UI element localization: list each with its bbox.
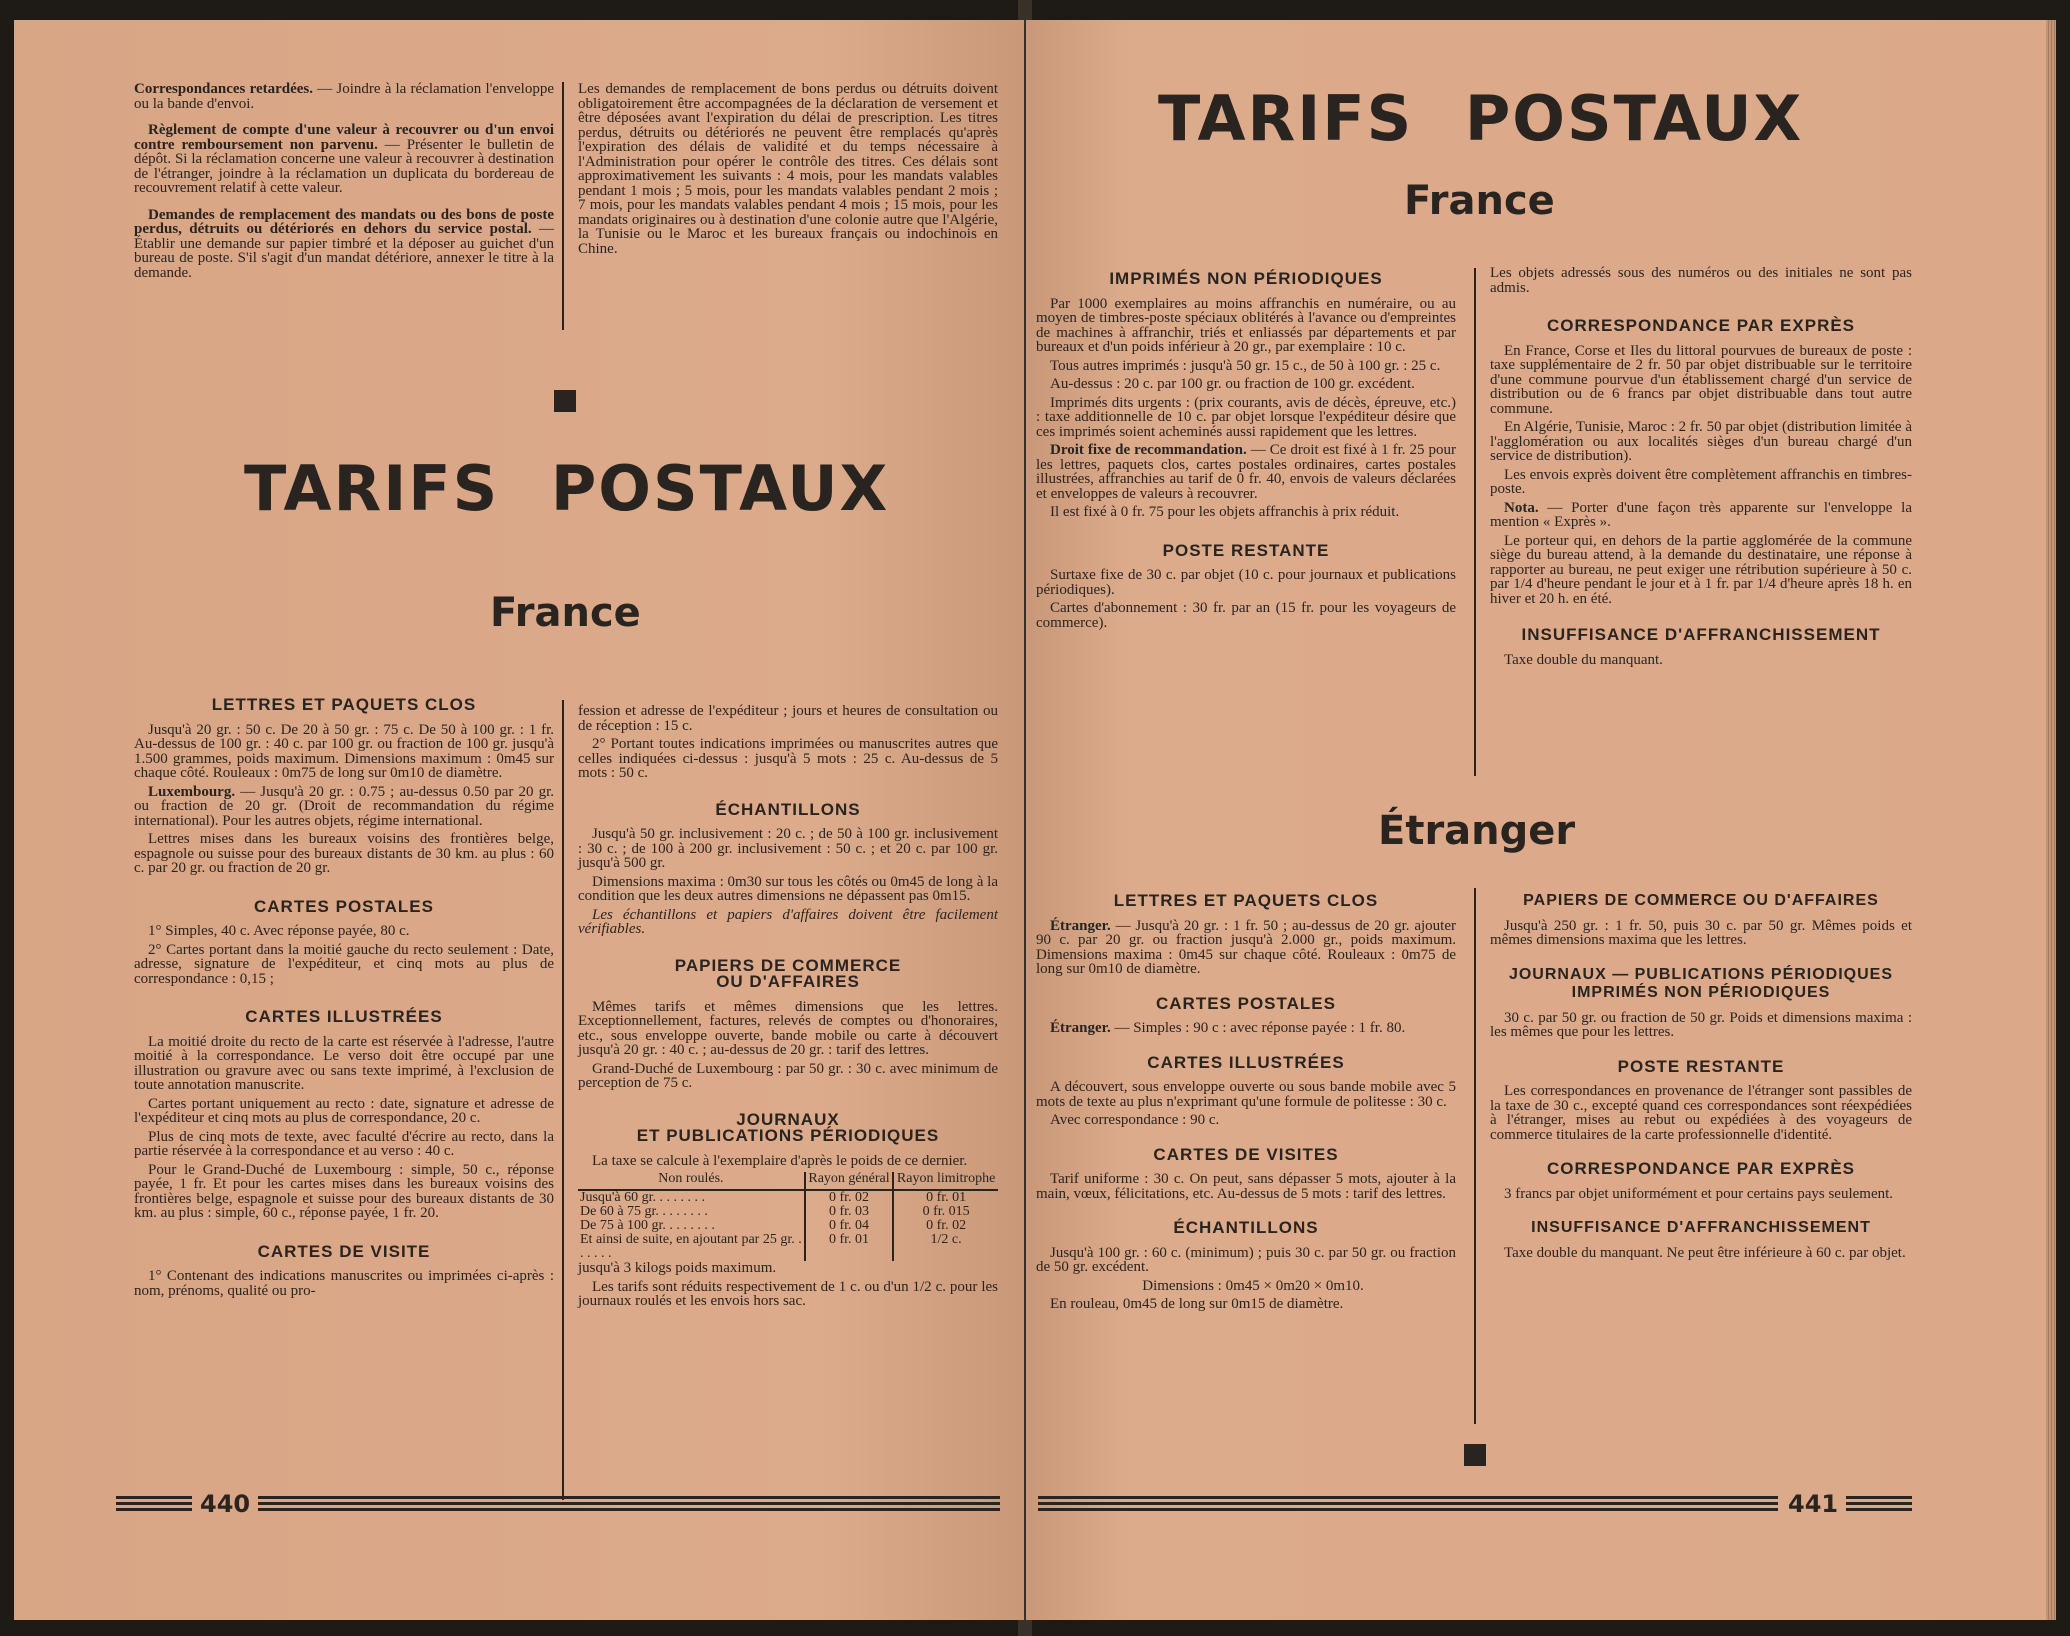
rates-table <box>578 1172 998 1261</box>
footer-rule <box>258 1496 1000 1512</box>
paragraph: A découvert, sous enveloppe ouverte ou sous bande mobile avec 5 mots de texte au plus n'exprimant qu'une formule de politesse : 30 c. <box>1036 1079 1456 1110</box>
section-heading: OU D'AFFAIRES <box>716 972 860 991</box>
paragraph: Imprimés dits urgents : (prix courants, avis de décès, épreuve, etc.) : taxe additionnelle de 10 c. par objet lorsque l'expéditeur désire que ces imprimés soient acheminés aussi rapidement que les lettres. <box>1036 394 1456 440</box>
section-heading: ÉCHANTILLONS <box>715 799 861 819</box>
column-divider <box>562 82 564 330</box>
paragraph: Par 1000 exemplaires au moins affranchis en numéraire, ou au moyen de timbres-poste spéciaux oblitérés à l'avance ou d'empreintes de machines à affranchir, triés et enliassés par départements et par bureaux et d'un poids inférieur à 20 gr., par exemplaire : 10 c. <box>1036 295 1456 355</box>
paragraph: Taxe double du manquant. Ne peut être inférieure à 60 c. par objet. <box>1504 1244 1906 1261</box>
paragraph: La taxe se calcule à l'exemplaire d'après le poids de ce dernier. <box>592 1152 968 1169</box>
paragraph: Jusqu'à 100 gr. : 60 c. (minimum) ; puis 30 c. par 50 gr. ou fraction de 50 gr. excédent. <box>1036 1244 1456 1275</box>
right-col3: LETTRES ET PAQUETS CLOS Étranger. — Jusqu'à 20 gr. : 1 fr. 50 ; au-dessus de 20 gr. ajouter 90 c. par 20 gr. ou fraction jusqu'à 2.000 gr., poids maximum. Dimensions maxima : 0m45 sur chaque côté. Rouleaux : 0m75 de long sur 0m10 de diamètre. CARTES POSTALES Étranger. — Simples : 90 c : avec réponse payée : 1 fr. 80. CARTES ILLUSTRÉES A découvert, sous enveloppe ouverte ou sous bande mobile avec 5 mots de texte au plus n'exprimant qu'une formule de politesse : 30 c. Avec correspondance : 90 c. CARTES DE VISITES Tarif uniforme : 30 c. On peut, sans dépasser 5 mots, ajouter à la main, vœux, félicitations, etc. Au-dessus de 5 mots : tarif des lettres. ÉCHANTILLONS Jusqu'à 100 gr. : 60 c. (minimum) ; puis 30 c. par 50 gr. ou fraction de 50 gr. excédent. Dimensions : 0m45 × 0m20 × 0m10. En rouleau, 0m45 de long sur 0m15 de diamètre. <box>1036 891 1456 1312</box>
paragraph: Taxe double du manquant. <box>1504 651 1663 668</box>
column-divider <box>562 700 564 1500</box>
paragraph: Lettres mises dans les bureaux voisins des frontières belge, espagnole ou suisse pour des bureaux distants de 30 km. au plus : 60 c. par 20 gr. ou fraction de 20 gr. <box>134 831 554 876</box>
page-title: TARIFS POSTAUX <box>1158 82 1804 155</box>
table-row: Jusqu'à 60 gr. . . . . . . . 0 fr. 02 0 fr. 01 <box>578 1190 998 1205</box>
table-header-cell: Rayon général <box>805 1172 893 1190</box>
section-heading: PAPIERS DE COMMERCE <box>674 955 902 975</box>
paragraph: La moitié droite du recto de la carte est réservée à l'adresse, l'autre moitié à la correspondance. Le verso doit être occupé par une illustration ou gravure avec ou sans texte imprimé, à l'exclusion de toute annotation manuscrite. <box>134 1033 554 1093</box>
left-page <box>14 20 1024 1620</box>
paragraph: Il est fixé à 0 fr. 75 pour les objets affranchis à prix réduit. <box>1050 504 1400 520</box>
page-title: TARIFS POSTAUX <box>244 452 890 525</box>
section-heading: CARTES POSTALES <box>254 896 434 916</box>
left-col1: LETTRES ET PAQUETS CLOS Jusqu'à 20 gr. : 50 c. De 20 à 50 gr. : 75 c. De 50 à 100 gr. : 1 fr. Au-dessus de 100 gr. : 40 c. par 100 gr. ou fraction de 100 gr. jusqu'à 1.500 grammes, poids maximum. Dimensions maximum : 0m45 sur chaque côté. Rouleaux : 0m75 de long sur 0m10 de diamètre. Luxembourg. — Jusqu'à 20 gr. : 0.75 ; au-dessus 0.50 par 20 gr. ou fraction de 20 gr. (Droit de recommandation du régime international). Pour les autres objets, régime international. Lettres mises dans les bureaux voisins des frontières belge, espagnole ou suisse pour des bureaux distants de 30 km. au plus : 60 c. par 20 gr. ou fraction de 20 gr. CARTES POSTALES 1° Simples, 40 c. Avec réponse payée, 80 c. 2° Cartes portant dans la moitié gauche du recto seulement : Date, adresse, signature de l'expéditeur, et cinq mots au plus de correspondance : 0,15 ; CARTES ILLUSTRÉES La moitié droite du recto de la carte est réservée à l'adresse, l'autre moitié à la correspondance. Le verso doit être occupé par une illustration ou gravure avec ou sans texte imprimé, à l'exclusion de toute annotation manuscrite. Cartes portant uniquement au recto : date, signature et adresse de l'expéditeur et cinq mots au plus de correspondance, 20 c. Plus de cinq mots de texte, avec faculté d'écrire au recto, dans la partie réservée à la correspondance et au verso : 40 c. Pour le Grand-Duché de Luxembourg : simple, 50 c., réponse payée, 1 fr. Et pour les cartes mises dans les bureaux voisins des frontières belge, espagnole et suisse pour des bureaux distants de 30 km. au plus : simple, 60 c., réponse payée, 1 fr. 20. CARTES DE VISITE 1° Contenant des indications manuscrites ou imprimées ci-après : nom, prénoms, qualité ou pro- <box>134 695 554 1299</box>
ornament-square <box>554 390 576 412</box>
footer-rule <box>1038 1496 1778 1512</box>
paragraph: Les échantillons et papiers d'affaires doivent être facilement vérifiables. <box>578 906 998 937</box>
section-heading: INSUFFISANCE D'AFFRANCHISSEMENT <box>1521 625 1881 644</box>
paragraph: Plus de cinq mots de texte, avec faculté d'écrire au recto, dans la partie réservée à la correspondance et au verso : 40 c. <box>134 1128 554 1159</box>
section-heading: CORRESPONDANCE PAR EXPRÈS <box>1546 316 1856 335</box>
paragraph: Dimensions : 0m45 × 0m20 × 0m10. <box>1142 1277 1364 1294</box>
column-divider <box>1474 888 1476 1424</box>
paragraph: En France, Corse et Iles du littoral pourvues de bureaux de poste : taxe supplémentaire de 2 fr. 50 par objet distribuable sur le territoire d'une commune pourvue d'un établissement chargé d'un service de distribution ou de 6 francs par objet distribuable dans tout autre commune. <box>1490 342 1912 417</box>
left-col2 <box>578 704 998 1313</box>
section-heading: POSTE RESTANTE <box>1617 1056 1785 1076</box>
right-col2: Les objets adressés sous des numéros ou des initiales ne sont pas admis. CORRESPONDANCE PAR EXPRÈS En France, Corse et Iles du littoral pourvues de bureaux de poste : taxe supplémentaire de 2 fr. 50 par objet distribuable sur le territoire d'une commune pourvue d'un établissement chargé d'un service de distribution ou de 6 francs par objet distribuable dans tout autre commune. En Algérie, Tunisie, Maroc : 2 fr. 50 par objet (distribution limitée à l'agglomération ou aux localités sièges d'un bureau chargé d'un service de distribution). Les envois exprès doivent être complètement affranchis en timbres-poste. Nota. — Porter d'une façon très apparente sur l'enveloppe la mention « Exprès ». Le porteur qui, en dehors de la partie agglomérée de la commune siège du bureau attend, à la demande du destinataire, une réponse à rapporter au bureau, ne peut exiger une rétribution supérieure à 50 c. par 1/4 d'heure pendant le jour et à 1 fr. par 1/4 d'heure après 18 h. en hiver et 20 h. en été. INSUFFISANCE D'AFFRANCHISSEMENT Taxe double du manquant. <box>1490 265 1912 668</box>
page-edge <box>2046 20 2056 1620</box>
paragraph: Le porteur qui, en dehors de la partie agglomérée de la commune siège du bureau attend, à la demande du destinataire, une réponse à rapporter au bureau, ne peut exiger une rétribution supérieure à 50 c. par 1/4 d'heure pendant le jour et à 1 fr. par 1/4 d'heure après 18 h. en hiver et 20 h. en été. <box>1490 532 1912 607</box>
section-heading: LETTRES ET PAQUETS CLOS <box>211 695 477 714</box>
right-page <box>1026 20 2050 1620</box>
paragraph: 1° Contenant des indications manuscrites ou imprimées ci-après : nom, prénoms, qualité ou pro- <box>134 1268 554 1299</box>
section-heading: POSTE RESTANTE <box>1162 540 1330 560</box>
paragraph: fession et adresse de l'expéditeur ; jours et heures de consultation ou de réception : 15 c. <box>578 703 998 734</box>
paragraph: Jusqu'à 50 gr. inclusivement : 20 c. ; de 50 à 100 gr. inclusivement : 30 c. ; de 100 à 200 gr. inclusivement : 50 c. ; et 20 c. par 100 gr. jusqu'à 500 gr. <box>578 826 998 871</box>
section-heading: CORRESPONDANCE PAR EXPRÈS <box>1546 1159 1856 1178</box>
paragraph: En Algérie, Tunisie, Maroc : 2 fr. 50 par objet (distribution limitée à l'agglomération ou aux localités sièges d'un bureau chargé d'un service de distribution). <box>1490 419 1912 464</box>
section-heading: ÉCHANTILLONS <box>1173 1218 1319 1237</box>
section-title-france: France <box>490 590 641 636</box>
section-heading: IMPRIMÉS NON PÉRIODIQUES <box>1571 984 1831 1001</box>
section-heading: CARTES DE VISITE <box>257 1241 431 1261</box>
table-row: Et ainsi de suite, en ajoutant par 25 gr. . . . . . . 0 fr. 01 1/2 c. <box>578 1233 998 1261</box>
paragraph: Tous autres imprimés : jusqu'à 50 gr. 15 c., de 50 à 100 gr. : 25 c. <box>1050 357 1441 374</box>
left-top-col1 <box>134 82 554 284</box>
section-heading: CARTES POSTALES <box>1156 993 1336 1013</box>
section-title-etranger: Étranger <box>1378 808 1576 854</box>
paragraph: 1° Simples, 40 c. Avec réponse payée, 80 c. <box>148 923 410 939</box>
paragraph: Mêmes tarifs et mêmes dimensions que les lettres. Exceptionnellement, factures, relevés de comptes ou d'honoraires, etc., sous enveloppe ouverte, bande mobile ou carte à découvert jusqu'à 20 gr. : 40 c. ; au-dessus de 20 gr. : tarif des lettres. <box>578 998 998 1058</box>
left-top-col2 <box>578 82 998 260</box>
table-header-row <box>578 1172 998 1190</box>
paragraph: 30 c. par 50 gr. ou fraction de 50 gr. Poids et dimensions maxima : les mêmes que pour les lettres. <box>1490 1009 1912 1040</box>
footer-rule <box>1846 1496 1912 1512</box>
paragraph: Les correspondances en provenance de l'étranger sont passibles de la taxe de 30 c., excepté quand ces correspondances sont réexpédiées à l'étranger, mises au rebut ou expédiées à des voyageurs de commerce titulaires de la carte professionnelle d'identité. <box>1490 1083 1912 1143</box>
paragraph: Tarif uniforme : 30 c. On peut, sans dépasser 5 mots, ajouter à la main, vœux, félicitations, etc. Au-dessus de 5 mots : tarif des lettres. <box>1036 1171 1456 1202</box>
paragraph: Les demandes de remplacement de bons perdus ou détruits doivent obligatoirement être accompagnées de la déclaration de versement et être déposées avant l'expiration du délai de prescription. Les titres perdus, détruits ou détériorés ne peuvent être remplacés qu'après l'expiration des délais de validité et du temps nécessaire à l'Administration pour opérer le contrôle des titres. Ces délais sont approximativement les suivants : 4 mois, pour les mandats valables pendant 1 mois ; 5 mois, pour les mandats valables pendant 2 mois ; 7 mois, pour les mandats valables pendant 4 mois ; 15 mois, pour les mandats originaires ou à destination d'une colonie autre que l'Algérie, la Tunisie ou le Maroc et les bureaux français ou indochinois en Chine. <box>578 81 998 257</box>
section-heading: LETTRES ET PAQUETS CLOS <box>1113 891 1379 910</box>
paragraph: Dimensions maxima : 0m30 sur tous les côtés ou 0m45 de long à la condition que les deux autres dimensions ne dépassent pas 0m15. <box>578 873 998 904</box>
paragraph: Les envois exprès doivent être complètement affranchis en timbres-poste. <box>1490 466 1912 497</box>
paragraph: Jusqu'à 20 gr. : 50 c. De 20 à 50 gr. : 75 c. De 50 à 100 gr. : 1 fr. Au-dessus de 100 gr. : 40 c. par 100 gr. ou fraction de 100 gr. jusqu'à 1.500 grammes, poids maximum. Dimensions maximum : 0m45 sur chaque côté. Rouleaux : 0m75 de long sur 0m10 de diamètre. <box>134 721 554 781</box>
page-number: 441 <box>1788 1490 1839 1518</box>
section-heading: CARTES ILLUSTRÉES <box>245 1007 443 1026</box>
paragraph: Règlement de compte d'une valeur à recouvrer ou d'un envoi contre remboursement non parvenu. — Présenter le bulletin de dépôt. Si la réclamation concerne une valeur à recouvrer à destination de l'étranger, joindre à la réclamation un duplicata du bordereau de recouvrement relatif à cette valeur. <box>134 122 555 196</box>
paragraph: jusqu'à 3 kilogs poids maximum. <box>578 1260 777 1276</box>
section-heading: ET PUBLICATIONS PÉRIODIQUES <box>636 1126 940 1145</box>
paragraph: 3 francs par objet uniformément et pour certains pays seulement. <box>1504 1185 1894 1202</box>
table-row: De 75 à 100 gr. . . . . . . . 0 fr. 04 0 fr. 02 <box>578 1219 998 1233</box>
footer-rule <box>116 1496 192 1512</box>
paragraph: 2° Cartes portant dans la moitié gauche du recto seulement : Date, adresse, signature de l'expéditeur, et cinq mots au plus de correspondance : 0,15 ; <box>134 941 554 987</box>
section-heading: CARTES DE VISITES <box>1153 1144 1339 1164</box>
ornament-square <box>1464 1444 1486 1466</box>
section-heading: CARTES ILLUSTRÉES <box>1147 1052 1345 1072</box>
section-heading: INSUFFISANCE D'AFFRANCHISSEMENT <box>1531 1219 1871 1236</box>
paragraph: Au-dessus : 20 c. par 100 gr. ou fraction de 100 gr. excédent. <box>1050 376 1415 392</box>
right-col4 <box>1490 880 1912 1264</box>
table-row: De 60 à 75 gr. . . . . . . . 0 fr. 03 0 fr. 015 <box>578 1205 998 1219</box>
paragraph: Les objets adressés sous des numéros ou des initiales ne sont pas admis. <box>1490 265 1912 296</box>
paragraph: Cartes d'abonnement : 30 fr. par an (15 fr. pour les voyageurs de commerce). <box>1036 600 1456 631</box>
paragraph: 2° Portant toutes indications imprimées ou manuscrites autres que celles indiquées ci-dessus : jusqu'à 5 mots : 25 c. Au-dessus de 5 mots : 50 c. <box>578 736 998 781</box>
paragraph: En rouleau, 0m45 de long sur 0m15 de diamètre. <box>1050 1296 1344 1312</box>
table-header-cell: Non roulés. <box>578 1172 805 1190</box>
right-col1: IMPRIMÉS NON PÉRIODIQUES Par 1000 exemplaires au moins affranchis en numéraire, ou au moyen de timbres-poste spéciaux oblitérés à l'avance ou d'empreintes de machines à affranchir, triés et enliassés par départements et par bureaux et d'un poids inférieur à 20 gr., par exemplaire : 10 c. Tous autres imprimés : jusqu'à 50 gr. 15 c., de 50 à 100 gr. : 25 c. Au-dessus : 20 c. par 100 gr. ou fraction de 100 gr. excédent. Imprimés dits urgents : (prix courants, avis de décès, épreuve, etc.) : taxe additionnelle de 10 c. par objet lorsque l'expéditeur désire que ces imprimés soient acheminés aussi rapidement que les lettres. Droit fixe de recommandation. — Ce droit est fixé à 1 fr. 25 pour les lettres, paquets clos, cartes postales ordinaires, cartes postales illustrées, affranchies au tarif de 0 fr. 40, envois de valeurs déclarées et enveloppes de valeurs à recouvrer. Il est fixé à 0 fr. 75 pour les objets affranchis à prix réduit. POSTE RESTANTE Surtaxe fixe de 30 c. par objet (10 c. pour journaux et publications périodiques). Cartes d'abonnement : 30 fr. par an (15 fr. pour les voyageurs de commerce). <box>1036 269 1456 631</box>
section-heading: PAPIERS DE COMMERCE OU D'AFFAIRES <box>1523 892 1879 909</box>
section-heading: JOURNAUX — PUBLICATIONS PÉRIODIQUES <box>1508 965 1894 983</box>
paragraph: Grand-Duché de Luxembourg : par 50 gr. : 30 c. avec minimum de perception de 75 c. <box>578 1060 998 1091</box>
column-divider <box>1474 268 1476 776</box>
section-heading: IMPRIMÉS NON PÉRIODIQUES <box>1109 269 1383 288</box>
paragraph: Cartes portant uniquement au recto : date, signature et adresse de l'expéditeur et cinq mots au plus de correspondance, 20 c. <box>134 1095 554 1126</box>
paragraph: Jusqu'à 250 gr. : 1 fr. 50, puis 30 c. par 50 gr. Mêmes poids et mêmes dimensions maxima que les lettres. <box>1490 917 1912 948</box>
table-header-cell: Rayon limitrophe <box>893 1172 998 1190</box>
paragraph: Pour le Grand-Duché de Luxembourg : simple, 50 c., réponse payée, 1 fr. Et pour les cartes mises dans les bureaux voisins des frontières belge, espagnole et suisse pour des bureaux distants de 30 km. au plus : simple, 60 c., réponse payée, 1 fr. 20. <box>134 1161 554 1221</box>
section-title-france: France <box>1404 178 1555 224</box>
paragraph: Demandes de remplacement des mandats ou des bons de poste perdus, détruits ou détériorés en dehors du service postal. — Établir une demande sur papier timbré et la déposer au guichet d'un bureau de poste. S'il s'agit d'un mandat détériore, annexer le titre à la demande. <box>134 206 555 281</box>
paragraph: Avec correspondance : 90 c. <box>1050 1112 1220 1128</box>
paragraph: Surtaxe fixe de 30 c. par objet (10 c. pour journaux et publications périodiques). <box>1036 567 1456 598</box>
paragraph: Les tarifs sont réduits respectivement de 1 c. ou d'un 1/2 c. pour les journaux roulés et les envois hors sac. <box>578 1278 998 1309</box>
section-heading: JOURNAUX <box>736 1109 840 1129</box>
paragraph: Correspondances retardées. — Joindre à la réclamation l'enveloppe ou la bande d'envoi. <box>134 81 554 112</box>
page-number: 440 <box>200 1490 251 1518</box>
